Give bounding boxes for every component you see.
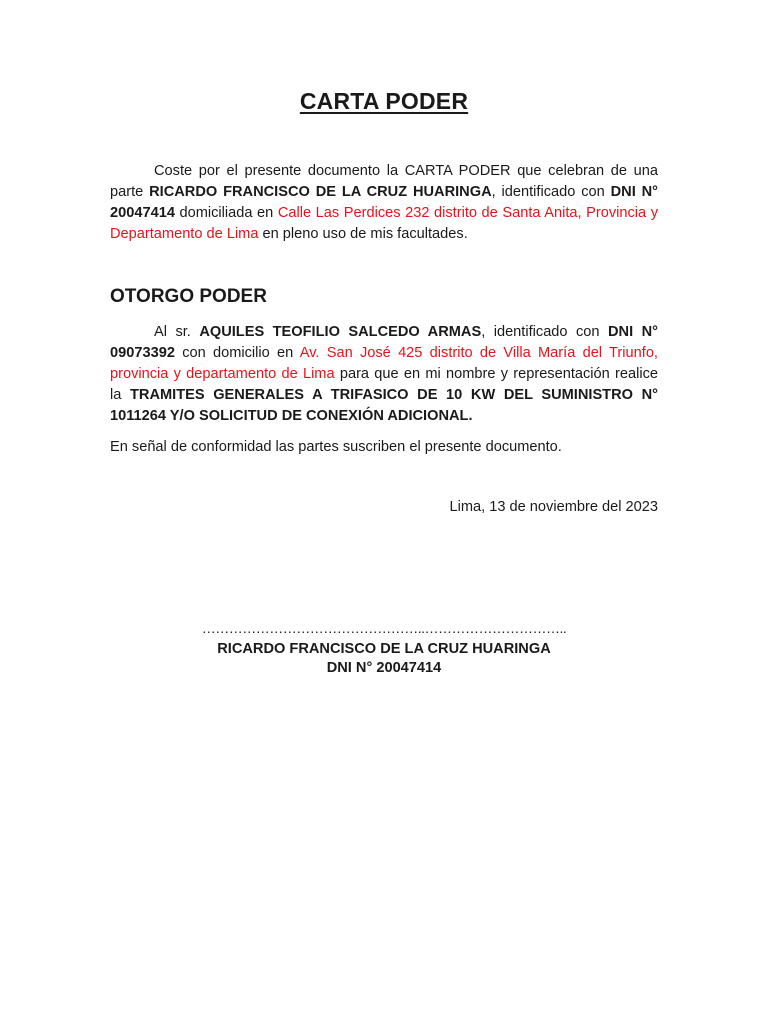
intro-text-3: domiciliada en xyxy=(174,205,278,221)
signature-dni: DNI N° 20047414 xyxy=(326,660,442,676)
attorney-address: Av. San José 425 distrito de Villa María del Triunfo, provincia y departamento de Lima xyxy=(110,345,658,382)
attorney-name: AQUILES TEOFILIO SALCEDO ARMAS xyxy=(199,324,482,340)
grantor-dni: DNI N° 20047414 xyxy=(110,184,658,221)
signature-line: …………………………………………..………………………….. xyxy=(201,620,567,636)
grantor-address: Calle Las Perdices 232 distrito de Santa Anita, Provincia y Departamento de Lima xyxy=(110,205,658,242)
power-text-3: con domicilio en xyxy=(174,345,300,361)
document-title: CARTA PODER xyxy=(299,88,469,114)
intro-text-1: Coste por el presente documento la CARTA PODER que celebran de una parte xyxy=(110,163,658,200)
intro-text-4: en pleno uso de mis facultades. xyxy=(258,226,468,242)
attorney-dni: DNI N° 09073392 xyxy=(110,324,658,361)
grantor-name: RICARDO FRANCISCO DE LA CRUZ HUARINGA xyxy=(149,184,492,200)
section-heading: OTORGO PODER xyxy=(110,286,267,307)
power-text-1: Al sr. xyxy=(154,324,200,340)
conformity-paragraph: En señal de conformidad las partes suscriben el presente documento. xyxy=(110,439,562,455)
intro-paragraph xyxy=(110,161,658,245)
intro-text-2: , identificado con xyxy=(491,184,611,200)
power-text-4: para que en mi nombre y representación realice la xyxy=(110,366,659,403)
signature-name: RICARDO FRANCISCO DE LA CRUZ HUARINGA xyxy=(217,641,551,657)
power-text-2: , identificado con xyxy=(481,324,608,340)
power-paragraph xyxy=(110,322,658,427)
date-line: Lima, 13 de noviembre del 2023 xyxy=(449,499,658,515)
procedure-description: TRAMITES GENERALES A TRIFASICO DE 10 KW DEL SUMINISTRO N° 1011264 Y/O SOLICITUD DE CONEXIÓN ADICIONAL. xyxy=(110,387,658,424)
